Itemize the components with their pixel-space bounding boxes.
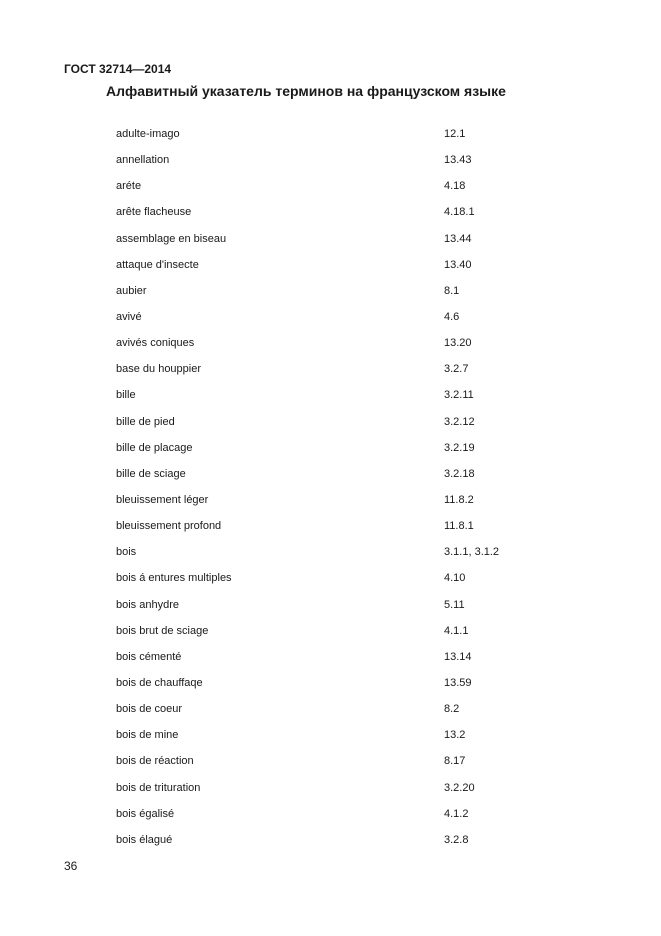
entry-reference: 3.2.8 [444,833,469,846]
entry-term: avivé [116,310,142,323]
index-entry [0,128,661,154]
index-entry [0,651,661,677]
index-entry [0,494,661,520]
entry-reference: 3.2.18 [444,467,475,480]
entry-reference: 4.18.1 [444,206,475,219]
entry-term: bois á entures multiples [116,572,232,585]
index-entry [0,677,661,703]
entry-term: bille de pied [116,415,175,428]
entry-reference: 4.1.1 [444,624,469,637]
index-entry [0,703,661,729]
entry-term: bois élagué [116,833,173,846]
index-entry [0,285,661,311]
index-entry [0,233,661,259]
index-entry [0,520,661,546]
entry-term: bois de réaction [116,755,194,768]
entry-term: aréte [116,180,142,193]
entry-term: bois de mine [116,729,179,742]
index-entry [0,311,661,337]
index-entry [0,363,661,389]
entry-reference: 11.8.1 [444,520,474,533]
entry-term: aubier [116,284,147,297]
entry-reference: 12.1 [444,128,466,140]
index-entry [0,546,661,572]
entry-term: bois anhydre [116,598,179,611]
entry-reference: 3.2.19 [444,441,475,454]
entry-term: base du houppier [116,363,202,376]
entry-term: annellation [116,154,170,167]
entry-term: bois égalisé [116,807,175,820]
index-entry [0,834,661,860]
standard-number: ГОСТ 32714—2014 [64,62,172,76]
entry-reference: 3.2.11 [444,389,474,402]
entry-term: adulte-imago [116,128,180,140]
index-entry [0,389,661,415]
entry-reference: 3.1.1, 3.1.2 [444,546,500,559]
term-index-list [0,128,661,860]
entry-reference: 4.1.2 [444,807,469,820]
page-number: 36 [64,859,78,873]
entry-term: bleuissement léger [116,493,209,506]
entry-term: bois de coeur [116,703,183,716]
entry-reference: 8.2 [444,703,460,716]
entry-reference: 3.2.7 [444,363,469,376]
entry-term: bois de trituration [116,781,201,794]
entry-reference: 13.20 [444,337,472,350]
page-title: Алфавитный указатель терминов на французском языке [106,83,506,99]
entry-term: bois [116,546,137,559]
entry-term: bille de placage [116,441,193,454]
entry-term: avivés coniques [116,337,195,350]
entry-term: arête flacheuse [116,206,192,219]
entry-reference: 3.2.20 [444,781,475,794]
index-entry [0,180,661,206]
index-entry [0,755,661,781]
entry-term: bois cémenté [116,650,182,663]
entry-term: bois brut de sciage [116,624,209,637]
index-entry [0,206,661,232]
entry-reference: 4.10 [444,572,466,585]
index-entry [0,808,661,834]
index-entry [0,259,661,285]
index-entry [0,337,661,363]
entry-reference: 11.8.2 [444,493,474,506]
entry-term: bois de chauffaqe [116,676,203,689]
index-entry [0,729,661,755]
entry-term: attaque d'insecte [116,258,199,271]
entry-term: bleuissement profond [116,520,222,533]
entry-reference: 13.2 [444,729,466,742]
entry-reference: 8.17 [444,755,466,768]
entry-reference: 5.11 [444,598,465,611]
entry-term: assemblage en biseau [116,232,227,245]
entry-reference: 13.14 [444,650,472,663]
index-entry [0,442,661,468]
entry-reference: 13.44 [444,232,472,245]
index-entry [0,782,661,808]
index-entry [0,572,661,598]
index-entry [0,625,661,651]
index-entry [0,154,661,180]
index-entry [0,416,661,442]
entry-term: bille [116,389,136,402]
entry-reference: 13.43 [444,154,472,167]
index-entry [0,599,661,625]
entry-reference: 8.1 [444,284,460,297]
entry-reference: 3.2.12 [444,415,475,428]
entry-term: bille de sciage [116,467,186,480]
entry-reference: 4.18 [444,180,466,193]
entry-reference: 4.6 [444,310,460,323]
entry-reference: 13.59 [444,676,472,689]
entry-reference: 13.40 [444,258,472,271]
index-entry [0,468,661,494]
